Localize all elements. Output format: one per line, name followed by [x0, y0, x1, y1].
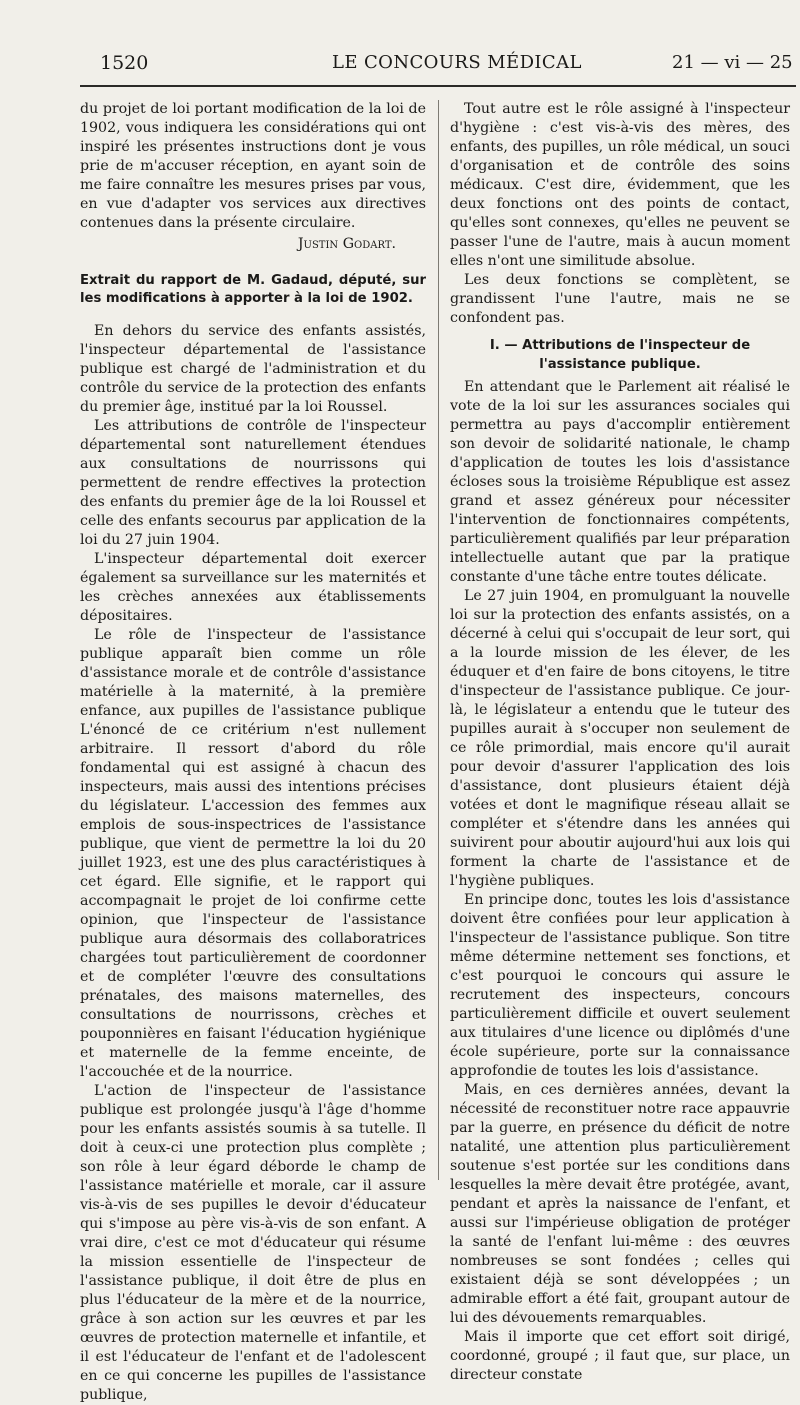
- paragraph: Les attributions de contrôle de l'inspecteur départemental sont naturellement étendues aux consultations de nourrissons qui permettent de rendre effectives la protection des enfants du premier âge de la loi Roussel et celle des enfants secourus par application de la loi du 27 juin 1904.: [80, 418, 426, 548]
- section-heading: I. — Attributions de l'inspecteur de l'assistance publique.: [489, 338, 751, 372]
- paragraph: Mais, en ces dernières années, devant la nécessité de reconstituer notre race appauvrie par la guerre, en présence du déficit de notre natalité, une attention plus particulièrement soutenue s'est portée sur les conditions dans lesquelles la mère devait être protégée, avant, pendant et après la naissance de l'enfant, et aussi sur l'impérieuse obligation de protéger la santé de l'enfant lui-même : des œuvres nombreuses se sont fondées ; celles qui existaient déjà se sont développées ; un admirable effort a été fait, groupant autour de lui des dévouements remarquables.: [450, 1082, 790, 1326]
- right-column: [450, 100, 790, 1385]
- page-header: [0, 50, 800, 84]
- paragraph: L'inspecteur départemental doit exercer également sa surveillance sur les maternités et les crèches annexées aux établissements dépositaires.: [80, 551, 426, 624]
- journal-title: LE CONCOURS MÉDICAL: [332, 52, 582, 73]
- paragraph: En dehors du service des enfants assistés, l'inspecteur départemental de l'assistance publique est chargé de l'administration et du contrôle du service de la protection des enfants du premier âge, institué par la loi Roussel.: [80, 323, 426, 415]
- page-number: 1520: [100, 52, 149, 74]
- section-heading: Extrait du rapport de M. Gadaud, député, sur les modifications à apporter à la loi de 1902.: [80, 273, 426, 306]
- paragraph: Mais il importe que cet effort soit dirigé, coordonné, groupé ; il faut que, sur place, un directeur constate: [450, 1329, 790, 1383]
- paragraph: Les deux fonctions se complètent, se grandissent l'une l'autre, mais ne se confondent pas.: [450, 272, 790, 326]
- paragraph: Le rôle de l'inspecteur de l'assistance publique apparaît bien comme un rôle d'assistance morale et de contrôle d'assistance matérielle à la maternité, à la première enfance, aux pupilles de l'assistance publique L'énoncé de ce critérium n'est nullement arbitraire. Il ressort d'abord du rôle fondamental qui est assigné à chacun des inspecteurs, mais aussi des intentions précises du législateur. L'accession des femmes aux emplois de sous-inspectrices de l'assistance publique, que vient de permettre la loi du 20 juillet 1923, est une des plus caractéristiques à cet égard. Elle signifie, et le rapport qui accompagnait le projet de loi confirme cette opinion, que l'inspecteur de l'assistance publique aura désormais des collaboratrices chargées tout particulièrement de coordonner et de compléter l'œuvre des consultations prénatales, des maisons maternelles, des consultations de nourrissons, crèches et pouponnières en faisant l'éducation hygiénique et maternelle de la femme enceinte, de l'accouchée et de la nourrice.: [80, 627, 426, 1080]
- column-divider: [438, 100, 439, 1180]
- paragraph: Tout autre est le rôle assigné à l'inspecteur d'hygiène : c'est vis-à-vis des mères, des enfants, des pupilles, un rôle médical, un souci d'organisation et de contrôle des soins médicaux. C'est dire, évidemment, que les deux fonctions ont des points de contact, qu'elles sont connexes, qu'elles ne peuvent se passer l'une de l'autre, mais à aucun moment elles n'ont une similitude absolue.: [450, 101, 790, 269]
- paragraph: du projet de loi portant modification de la loi de 1902, vous indiquera les considérations qui ont inspiré les présentes instructions dont je vous prie de m'accuser réception, en ayant soin de me faire connaître les mesures prises par vous, en vue d'adapter vos services aux directives contenues dans la présente circulaire.: [80, 101, 426, 231]
- paragraph: En attendant que le Parlement ait réalisé le vote de la loi sur les assurances sociales qui permettra au pays d'accomplir entièrement son devoir de solidarité nationale, le champ d'application de toutes les lois d'assistance écloses sous la troisième République est assez grand et assez généreux pour nécessiter l'intervention de fonctionnaires compétents, particulièrement qualifiés par leur préparation intellectuelle autant que par la pratique constante d'une tâche entre toutes délicate.: [450, 379, 790, 585]
- left-column: [80, 100, 426, 1405]
- paragraph: L'action de l'inspecteur de l'assistance publique est prolongée jusqu'à l'âge d'homme pour les enfants assistés soumis à sa tutelle. Il doit à ceux-ci une protection plus complète ; son rôle à leur égard déborde le champ de l'assistance matérielle et morale, car il assure vis-à-vis de ses pupilles le devoir d'éducateur qui s'impose au père vis-à-vis de son enfant. A vrai dire, c'est ce mot d'éducateur qui résume la mission essentielle de l'inspecteur de l'assistance publique, il doit être de plus en plus l'éducateur de la mère et de la nourrice, grâce à son action sur les œuvres et par les œuvres de protection maternelle et infantile, et il est l'éducateur de l'enfant et de l'adolescent en ce qui concerne les pupilles de l'assistance publique,: [80, 1083, 426, 1403]
- paragraph: En principe donc, toutes les lois d'assistance doivent être confiées pour leur application à l'inspecteur de l'assistance publique. Son titre même détermine nettement ses fonctions, et c'est pourquoi le concours qui assure le recrutement des inspecteurs, concours particulièrement difficile et ouvert seulement aux titulaires d'une licence ou diplômés d'une école supérieure, porte sur la connaissance approfondie de toutes les lois d'assistance.: [450, 892, 790, 1079]
- paragraph: Le 27 juin 1904, en promulguant la nouvelle loi sur la protection des enfants assistés, on a décerné à celui qui s'occupait de leur sort, qui a la lourde mission de les élever, de les éduquer et d'en faire de bons citoyens, le titre d'inspecteur de l'assistance publique. Ce jour-là, le législateur a entendu que le tuteur des pupilles aurait à s'occuper non seulement de ce rôle primordial, mais encore qu'il aurait pour devoir d'assurer l'application des lois d'assistance, dont plusieurs étaient déjà votées et dont le magnifique réseau allait se compléter et s'étendre dans les années qui suivirent pour aboutir aujourd'hui aux lois qui forment la charte de l'assistance et de l'hygiène publiques.: [450, 588, 790, 889]
- header-rule: [80, 85, 796, 87]
- issue-date: 21 — vi — 25: [672, 52, 793, 73]
- signature: Justin Godart.: [297, 236, 396, 252]
